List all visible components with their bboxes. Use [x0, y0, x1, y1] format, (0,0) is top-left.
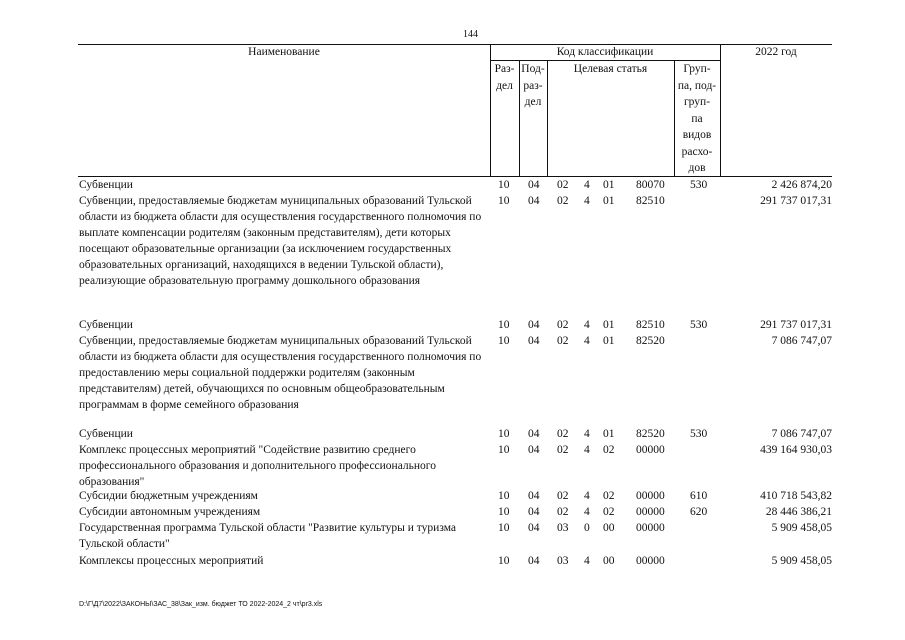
row-event: 01 — [603, 319, 615, 331]
header-classification-code: Код классификации — [556, 46, 654, 58]
row-amount: 410 718 543,82 — [760, 490, 832, 502]
row-amount: 439 164 930,03 — [760, 444, 832, 456]
row-amount: 7 086 747,07 — [771, 335, 832, 347]
header-year: 2022 год — [755, 46, 797, 58]
row-name: Комплекс процессных мероприятий "Содействие развитию среднего профессионального образования и дополнительного профессионального образования" — [79, 444, 436, 488]
row-program: 02 — [557, 335, 569, 347]
row-event: 01 — [603, 179, 615, 191]
row-name: Субвенции — [79, 319, 133, 331]
row-code: 00000 — [636, 522, 665, 534]
row-expense-type: 530 — [690, 428, 708, 440]
row-code: 82510 — [636, 195, 665, 207]
row-program: 02 — [557, 490, 569, 502]
row-code: 00000 — [636, 506, 665, 518]
row-podrazdel: 04 — [528, 179, 540, 191]
row-code: 82520 — [636, 335, 665, 347]
row-amount: 291 737 017,31 — [760, 195, 832, 207]
row-expense-type: 620 — [690, 506, 708, 518]
header-name: Наименование — [248, 46, 320, 58]
row-event: 01 — [603, 335, 615, 347]
row-amount: 28 446 386,21 — [765, 506, 832, 518]
row-amount: 2 426 874,20 — [771, 179, 832, 191]
row-name: Субвенции — [79, 428, 133, 440]
row-razdel: 10 — [498, 319, 510, 331]
row-razdel: 10 — [498, 444, 510, 456]
row-program: 02 — [557, 179, 569, 191]
row-razdel: 10 — [498, 555, 510, 567]
row-podrazdel: 04 — [528, 522, 540, 534]
row-podrazdel: 04 — [528, 444, 540, 456]
row-name: Субсидии автономным учреждениям — [79, 506, 261, 518]
header-podrazdel: Под- раз- дел — [521, 63, 545, 108]
row-name: Субвенции, предоставляемые бюджетам муниципальных образований Тульской области из бюджета области для осуществления государственного полномочия по выплате компенсации родителям (законным представителям), дети которых посещают образовательные организации (за исключением государственных образовательных организаций, находящихся в ведении Тульской области), реализующие образовательную программу дошкольного образования — [79, 195, 482, 287]
file-path-footer: D:\Г\Д7\2022\ЗАКОНЫ\ЗАС_38\Зак_изм. бюджет ТО 2022-2024_2 чт\pr3.xls — [79, 601, 323, 608]
row-expense-type: 530 — [690, 319, 708, 331]
row-code: 82510 — [636, 319, 665, 331]
row-amount: 5 909 458,05 — [771, 522, 832, 534]
row-program: 02 — [557, 444, 569, 456]
row-name: Государственная программа Тульской области "Развитие культуры и туризма Тульской области" — [79, 522, 457, 550]
row-podrazdel: 04 — [528, 195, 540, 207]
row-podrazdel: 04 — [528, 555, 540, 567]
row-event: 02 — [603, 490, 615, 502]
row-subprogram: 0 — [584, 522, 590, 534]
header-target-article: Целевая статья — [573, 63, 648, 75]
row-podrazdel: 04 — [528, 335, 540, 347]
row-subprogram: 4 — [584, 444, 590, 456]
row-code: 00000 — [636, 555, 665, 567]
row-razdel: 10 — [498, 179, 510, 191]
row-event: 00 — [603, 555, 615, 567]
page-number: 144 — [463, 29, 478, 40]
row-expense-type: 530 — [690, 179, 708, 191]
row-code: 00000 — [636, 490, 665, 502]
row-event: 00 — [603, 522, 615, 534]
row-program: 03 — [557, 522, 569, 534]
row-event: 02 — [603, 444, 615, 456]
row-subprogram: 4 — [584, 490, 590, 502]
header-razdel: Раз- дел — [494, 63, 515, 92]
row-program: 02 — [557, 195, 569, 207]
row-razdel: 10 — [498, 335, 510, 347]
row-subprogram: 4 — [584, 506, 590, 518]
row-name: Субвенции, предоставляемые бюджетам муниципальных образований Тульской области из бюджета области для осуществления государственного полномочия по предоставлению меры социальной поддержки родителям (законным представителям) детей, обучающихся по основным общеобразовательным программам в форме семейного образования — [79, 335, 482, 411]
row-razdel: 10 — [498, 506, 510, 518]
row-subprogram: 4 — [584, 555, 590, 567]
row-amount: 5 909 458,05 — [771, 555, 832, 567]
row-name: Комплексы процессных мероприятий — [79, 555, 264, 567]
row-code: 00000 — [636, 444, 665, 456]
row-code: 80070 — [636, 179, 665, 191]
row-amount: 291 737 017,31 — [760, 319, 832, 331]
row-podrazdel: 04 — [528, 428, 540, 440]
row-podrazdel: 04 — [528, 319, 540, 331]
row-subprogram: 4 — [584, 428, 590, 440]
row-razdel: 10 — [498, 490, 510, 502]
row-subprogram: 4 — [584, 179, 590, 191]
row-event: 01 — [603, 428, 615, 440]
row-subprogram: 4 — [584, 195, 590, 207]
row-podrazdel: 04 — [528, 490, 540, 502]
row-razdel: 10 — [498, 428, 510, 440]
row-program: 02 — [557, 428, 569, 440]
row-event: 01 — [603, 195, 615, 207]
row-code: 82520 — [636, 428, 665, 440]
row-subprogram: 4 — [584, 319, 590, 331]
row-amount: 7 086 747,07 — [771, 428, 832, 440]
row-name: Субсидии бюджетным учреждениям — [79, 490, 258, 502]
row-program: 02 — [557, 506, 569, 518]
row-program: 03 — [557, 555, 569, 567]
row-subprogram: 4 — [584, 335, 590, 347]
row-event: 02 — [603, 506, 615, 518]
row-name: Субвенции — [79, 179, 133, 191]
row-expense-type: 610 — [690, 490, 708, 502]
row-program: 02 — [557, 319, 569, 331]
row-podrazdel: 04 — [528, 506, 540, 518]
row-razdel: 10 — [498, 195, 510, 207]
row-razdel: 10 — [498, 522, 510, 534]
header-expense-group: Груп- па, под- груп- па видов расхо- дов — [677, 63, 717, 174]
